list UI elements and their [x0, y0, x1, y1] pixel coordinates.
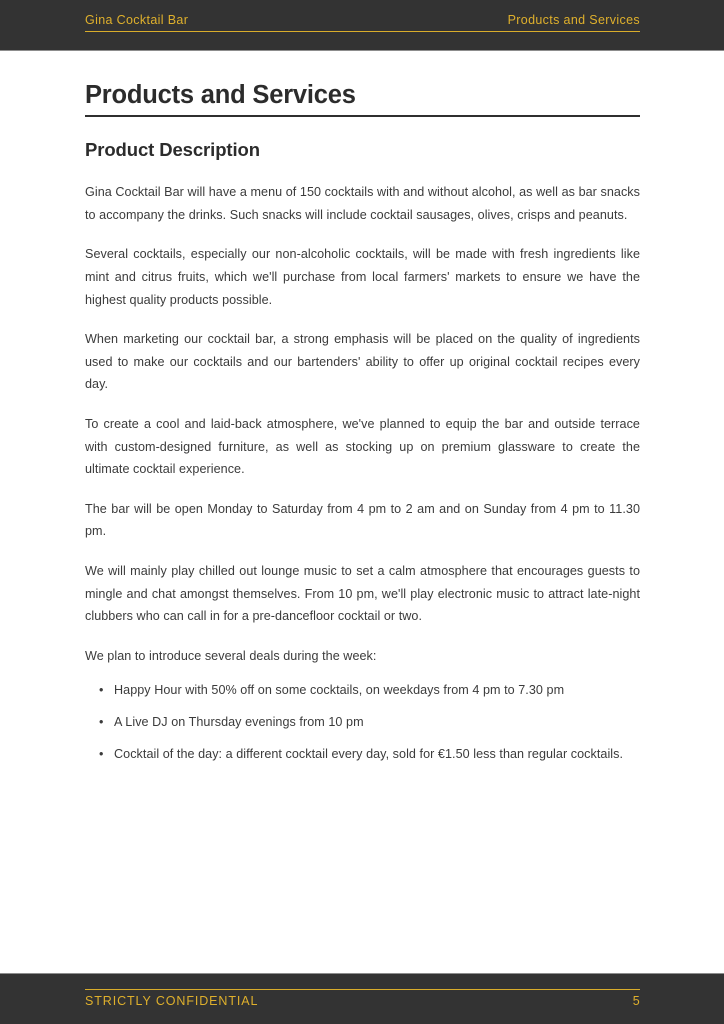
- footer-page-number: 5: [632, 994, 640, 1008]
- deals-list: [85, 679, 640, 765]
- paragraph-menu-overview: Gina Cocktail Bar will have a menu of 150 cocktails with and without alcohol, as well as bar snacks to accompany the drinks. Such snacks will include cocktail sausages, olives, crisps and peanuts.: [85, 185, 640, 222]
- list-item-label: Cocktail of the day: a different cocktail every day, sold for €1.50 less than regular cocktails.: [114, 746, 624, 761]
- footer-confidentiality-notice: STRICTLY CONFIDENTIAL: [85, 994, 259, 1008]
- header-company-name: Gina Cocktail Bar: [85, 13, 189, 27]
- bullet-icon: •: [99, 683, 104, 698]
- paragraph-music-policy: We will mainly play chilled out lounge music to set a calm atmosphere that encourages guests to mingle and chat amongst themselves. From 10 pm, we'll play electronic music to attract late-night clubbers who can call in for a pre-dancefloor cocktail or two.: [85, 563, 640, 624]
- list-item-label: A Live DJ on Thursday evenings from 10 pm: [114, 714, 364, 729]
- paragraph-deals-intro: We plan to introduce several deals during the week:: [85, 648, 377, 663]
- list-item: [99, 679, 640, 702]
- list-item: [99, 711, 640, 734]
- paragraph-marketing-emphasis: When marketing our cocktail bar, a strong emphasis will be placed on the quality of ingredients used to make our cocktails and our bartenders' ability to offer up original cocktail recipes every day.: [85, 332, 640, 392]
- page-body: [0, 51, 724, 973]
- paragraph-atmosphere-furniture: To create a cool and laid-back atmosphere, we've planned to equip the bar and outside terrace with custom-designed furniture, as well as stocking up on premium glassware to create the ultimate cocktail experience.: [85, 417, 640, 477]
- bullet-icon: •: [99, 746, 104, 761]
- section-heading-product-description: Product Description: [85, 139, 260, 161]
- page-footer: [0, 973, 724, 1024]
- list-item-label: Happy Hour with 50% off on some cocktails, on weekdays from 4 pm to 7.30 pm: [114, 683, 565, 698]
- bullet-icon: •: [99, 714, 104, 729]
- page-title: Products and Services: [85, 81, 356, 109]
- title-divider: [85, 115, 640, 117]
- header-content: [85, 13, 640, 32]
- footer-content: [85, 989, 640, 1008]
- list-item: [99, 743, 640, 766]
- paragraph-opening-hours: The bar will be open Monday to Saturday from 4 pm to 2 am and on Sunday from 4 pm to 11.30 pm.: [85, 501, 640, 539]
- paragraph-fresh-ingredients: Several cocktails, especially our non-alcoholic cocktails, will be made with fresh ingredients like mint and citrus fruits, which we'll purchase from local farmers' markets to ensure we have the highest quality products possible.: [85, 247, 640, 307]
- header-section-name: Products and Services: [507, 13, 640, 27]
- page-header: [0, 0, 724, 51]
